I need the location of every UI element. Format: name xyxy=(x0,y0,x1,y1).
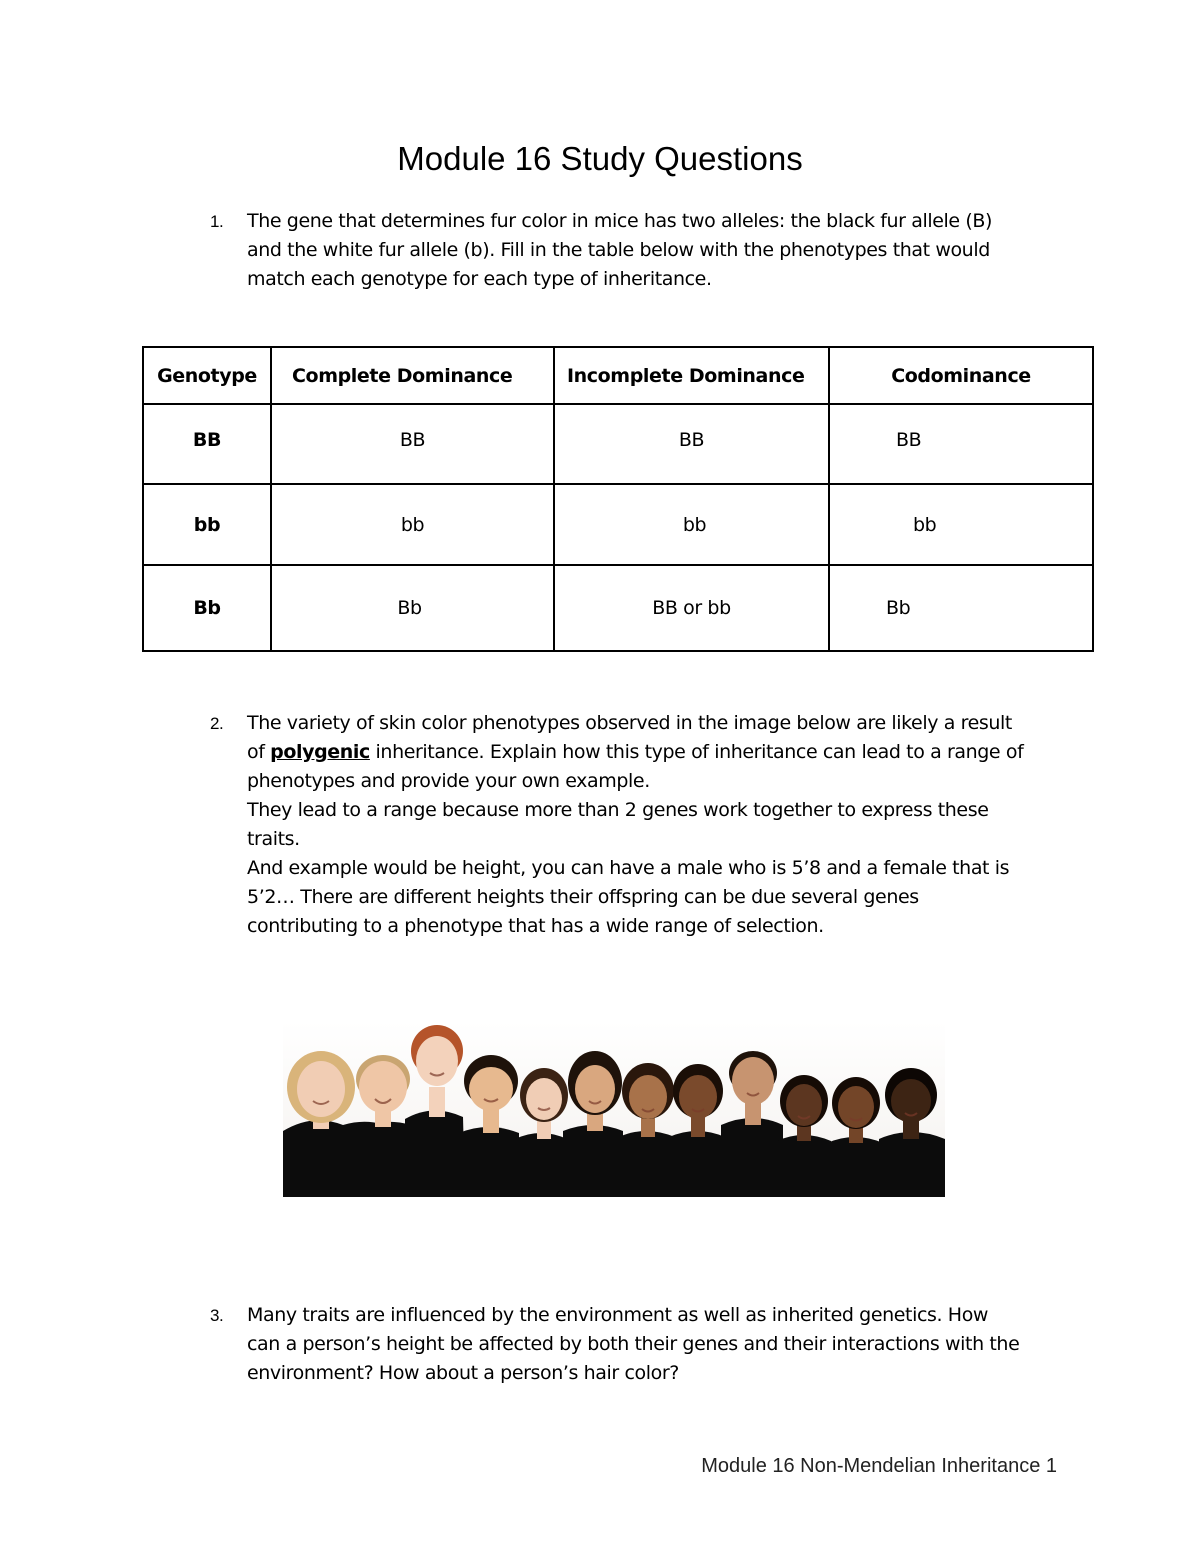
answer-line: contributing to a phenotype that has a wide range of selection. xyxy=(247,915,824,937)
header-incomplete-dominance: Incomplete Dominance xyxy=(554,347,829,404)
genotype-cell: bb xyxy=(143,484,271,565)
answer-line: traits. xyxy=(247,828,300,850)
question-2-line: The variety of skin color phenotypes observed in the image below are likely a result xyxy=(247,712,1012,734)
polygenic-term: polygenic xyxy=(270,741,370,763)
phenotype-cell: BB or bb xyxy=(554,565,829,651)
phenotype-cell: Bb xyxy=(271,565,554,651)
table-row xyxy=(143,404,1093,484)
question-2 xyxy=(210,709,1070,941)
question-2-line: phenotypes and provide your own example. xyxy=(247,770,650,792)
question-1-number: 1. xyxy=(210,212,224,231)
question-2-text: of xyxy=(247,741,271,763)
question-3 xyxy=(210,1301,1070,1388)
table-header-row xyxy=(143,347,1093,404)
question-1-line: match each genotype for each type of inheritance. xyxy=(247,268,712,290)
table-row xyxy=(143,565,1093,651)
question-2-text: inheritance. Explain how this type of inheritance can lead to a range of xyxy=(369,741,1024,763)
phenotype-cell: bb xyxy=(554,484,829,565)
question-1-line: The gene that determines fur color in mice has two alleles: the black fur allele (B) xyxy=(247,210,992,232)
genotype-cell: BB xyxy=(143,404,271,484)
question-3-line: can a person’s height be affected by both their genes and their interactions with the xyxy=(247,1333,1020,1355)
question-3-line: Many traits are influenced by the environment as well as inherited genetics. How xyxy=(247,1304,989,1326)
table-row xyxy=(143,484,1093,565)
header-genotype: Genotype xyxy=(143,347,271,404)
answer-line: And example would be height, you can have a male who is 5’8 and a female that is xyxy=(247,857,1010,879)
question-2-line xyxy=(247,738,1070,767)
phenotype-cell: bb xyxy=(829,484,1093,565)
answer-line: 5’2… There are different heights their offspring can be due several genes xyxy=(247,886,919,908)
phenotype-cell: bb xyxy=(271,484,554,565)
answer-line: They lead to a range because more than 2 genes work together to express these xyxy=(247,799,989,821)
header-codominance: Codominance xyxy=(829,347,1093,404)
phenotype-cell: BB xyxy=(271,404,554,484)
phenotype-cell: BB xyxy=(554,404,829,484)
header-complete-dominance: Complete Dominance xyxy=(271,347,554,404)
children-illustration xyxy=(283,1021,945,1197)
children-photo xyxy=(283,1021,945,1197)
question-1-line: and the white fur allele (b). Fill in the table below with the phenotypes that would xyxy=(247,239,990,261)
genotype-cell: Bb xyxy=(143,565,271,651)
question-1 xyxy=(210,207,1070,294)
question-3-line: environment? How about a person’s hair color? xyxy=(247,1362,679,1384)
page-title: Module 16 Study Questions xyxy=(397,140,803,177)
question-3-number: 3. xyxy=(210,1306,224,1325)
genotype-phenotype-table xyxy=(142,346,1094,652)
phenotype-cell: Bb xyxy=(829,565,1093,651)
question-2-number: 2. xyxy=(210,714,224,733)
page-footer: Module 16 Non-Mendelian Inheritance 1 xyxy=(701,1455,1057,1477)
phenotype-cell: BB xyxy=(829,404,1093,484)
